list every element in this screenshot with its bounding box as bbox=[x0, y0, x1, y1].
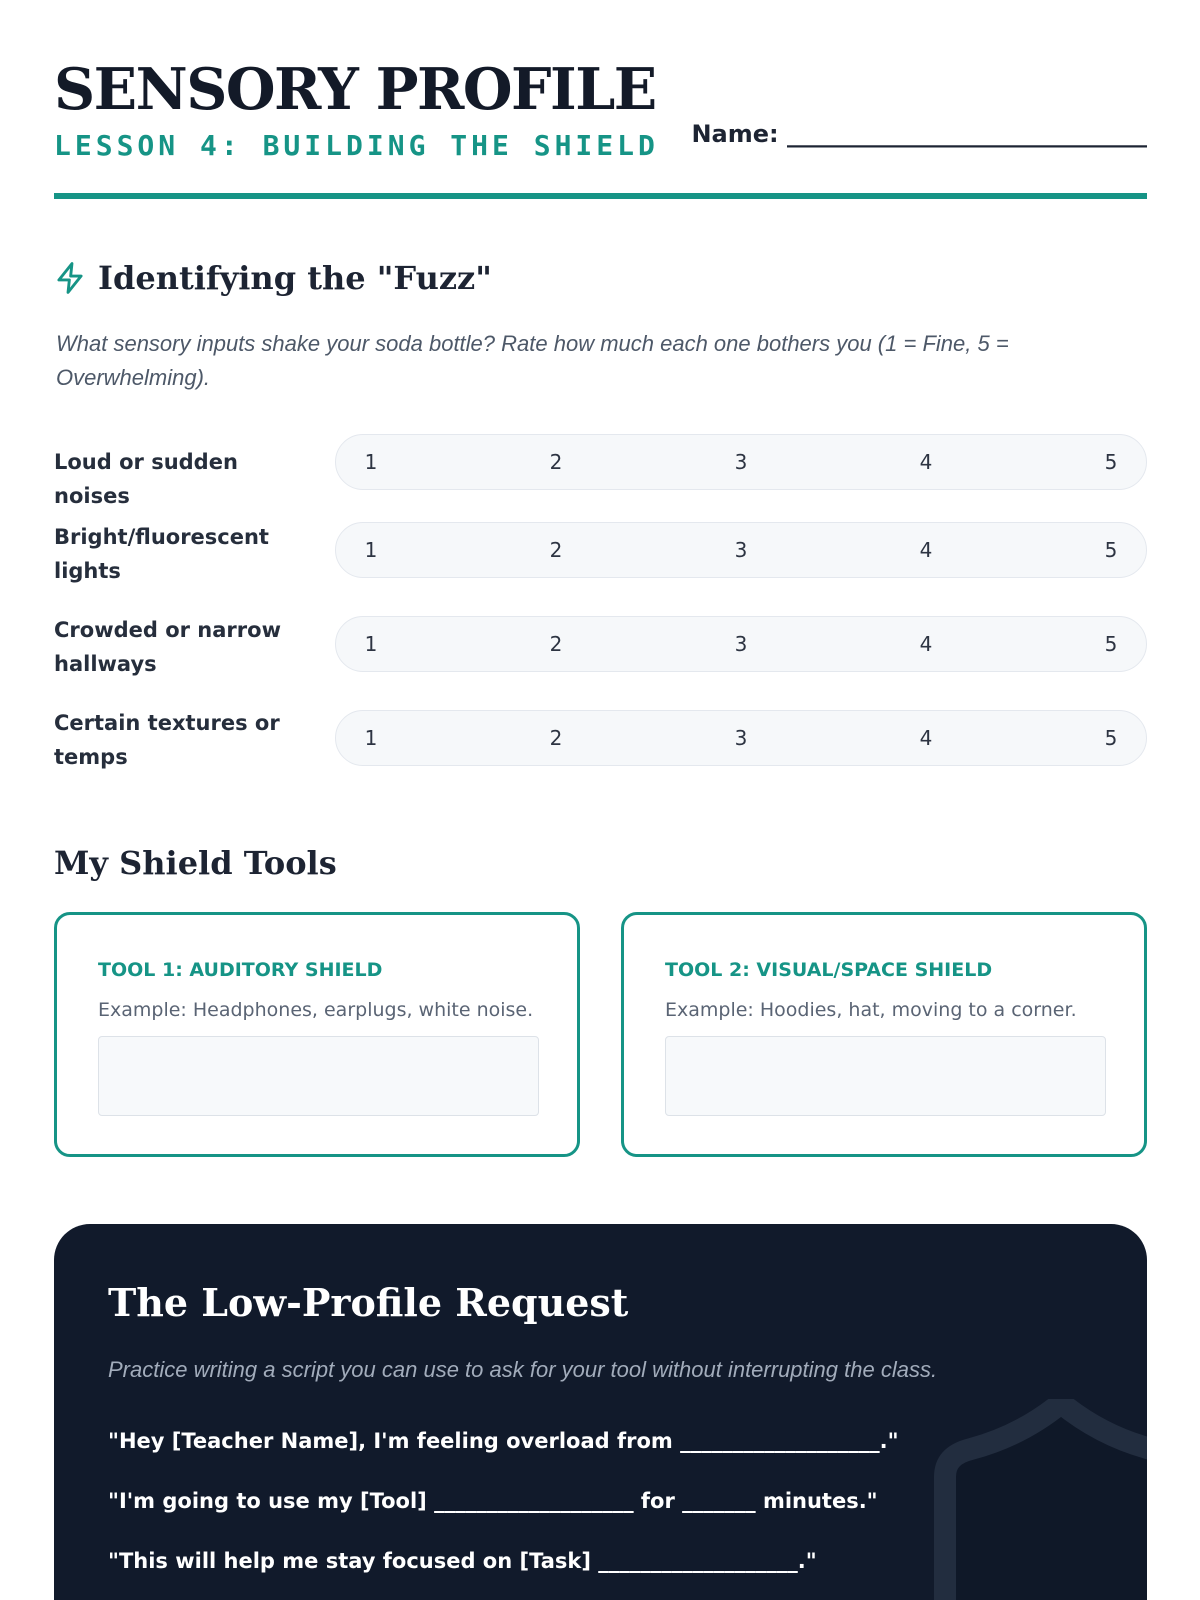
rating-option-3[interactable]: 3 bbox=[734, 538, 748, 562]
rating-option-1[interactable]: 1 bbox=[364, 726, 378, 750]
rating-label: Bright/fluorescent lights bbox=[54, 525, 269, 583]
rating-option-1[interactable]: 1 bbox=[364, 632, 378, 656]
tool-example: Example: Headphones, earplugs, white noise. bbox=[98, 999, 534, 1021]
shield-tools-heading: My Shield Tools bbox=[54, 844, 337, 882]
rating-row-noises bbox=[54, 434, 1147, 508]
rating-option-5[interactable]: 5 bbox=[1104, 538, 1118, 562]
tool-title: TOOL 2: VISUAL/SPACE SHIELD bbox=[665, 959, 993, 981]
rating-scale[interactable] bbox=[335, 616, 1147, 672]
tool-answer-box[interactable] bbox=[665, 1036, 1106, 1116]
rating-row-textures bbox=[54, 706, 1147, 774]
tool-card-visual bbox=[621, 912, 1147, 1157]
tool-card-auditory bbox=[54, 912, 580, 1157]
tool-example: Example: Hoodies, hat, moving to a corner. bbox=[665, 999, 1077, 1021]
script-line[interactable]: "This will help me stay focused on [Task] ___________________." bbox=[108, 1549, 817, 1573]
rating-option-2[interactable]: 2 bbox=[549, 632, 563, 656]
lightning-bolt-icon bbox=[54, 261, 86, 295]
fuzz-instructions: What sensory inputs shake your soda bottle? Rate how much each one bothers you (1 = Fine, 5 = Overwhelming). bbox=[56, 331, 1009, 390]
rating-option-5[interactable]: 5 bbox=[1104, 726, 1118, 750]
tool-title: TOOL 1: AUDITORY SHIELD bbox=[98, 959, 383, 981]
rating-option-4[interactable]: 4 bbox=[919, 538, 933, 562]
request-subtitle: Practice writing a script you can use to ask for your tool without interrupting the class. bbox=[108, 1357, 938, 1382]
fuzz-section-heading bbox=[54, 255, 492, 301]
rating-scale[interactable] bbox=[335, 710, 1147, 766]
fuzz-heading-text: Identifying the "Fuzz" bbox=[98, 259, 492, 297]
lesson-subtitle: LESSON 4: BUILDING THE SHIELD bbox=[54, 129, 659, 162]
script-line[interactable]: "I'm going to use my [Tool] ___________________ for _______ minutes." bbox=[108, 1489, 878, 1513]
rating-label: Crowded or narrow hallways bbox=[54, 618, 281, 676]
rating-option-4[interactable]: 4 bbox=[919, 726, 933, 750]
shield-tools-grid bbox=[54, 912, 1147, 1157]
rating-option-3[interactable]: 3 bbox=[734, 450, 748, 474]
rating-option-2[interactable]: 2 bbox=[549, 538, 563, 562]
rating-scale[interactable] bbox=[335, 434, 1147, 490]
rating-option-5[interactable]: 5 bbox=[1104, 450, 1118, 474]
worksheet-header bbox=[54, 58, 1147, 201]
rating-option-5[interactable]: 5 bbox=[1104, 632, 1118, 656]
script-line[interactable]: "Hey [Teacher Name], I'm feeling overload from ___________________." bbox=[108, 1429, 899, 1453]
shield-icon bbox=[927, 1399, 1147, 1600]
rating-option-1[interactable]: 1 bbox=[364, 450, 378, 474]
rating-label: Certain textures or temps bbox=[54, 711, 280, 769]
low-profile-request-panel bbox=[54, 1224, 1147, 1600]
rating-option-3[interactable]: 3 bbox=[734, 632, 748, 656]
rating-scale[interactable] bbox=[335, 522, 1147, 578]
rating-option-3[interactable]: 3 bbox=[734, 726, 748, 750]
page-title: SENSORY PROFILE bbox=[54, 56, 656, 123]
rating-option-1[interactable]: 1 bbox=[364, 538, 378, 562]
rating-row-hallways bbox=[54, 613, 1147, 681]
rating-row-lights bbox=[54, 520, 1147, 588]
header-divider bbox=[54, 193, 1147, 199]
rating-option-4[interactable]: 4 bbox=[919, 632, 933, 656]
rating-option-2[interactable]: 2 bbox=[549, 450, 563, 474]
name-field[interactable]: Name: ______________________________ bbox=[691, 120, 1147, 148]
tool-answer-box[interactable] bbox=[98, 1036, 539, 1116]
rating-label: Loud or sudden noises bbox=[54, 450, 238, 508]
rating-option-4[interactable]: 4 bbox=[919, 450, 933, 474]
rating-option-2[interactable]: 2 bbox=[549, 726, 563, 750]
request-title: The Low-Profile Request bbox=[108, 1280, 629, 1325]
